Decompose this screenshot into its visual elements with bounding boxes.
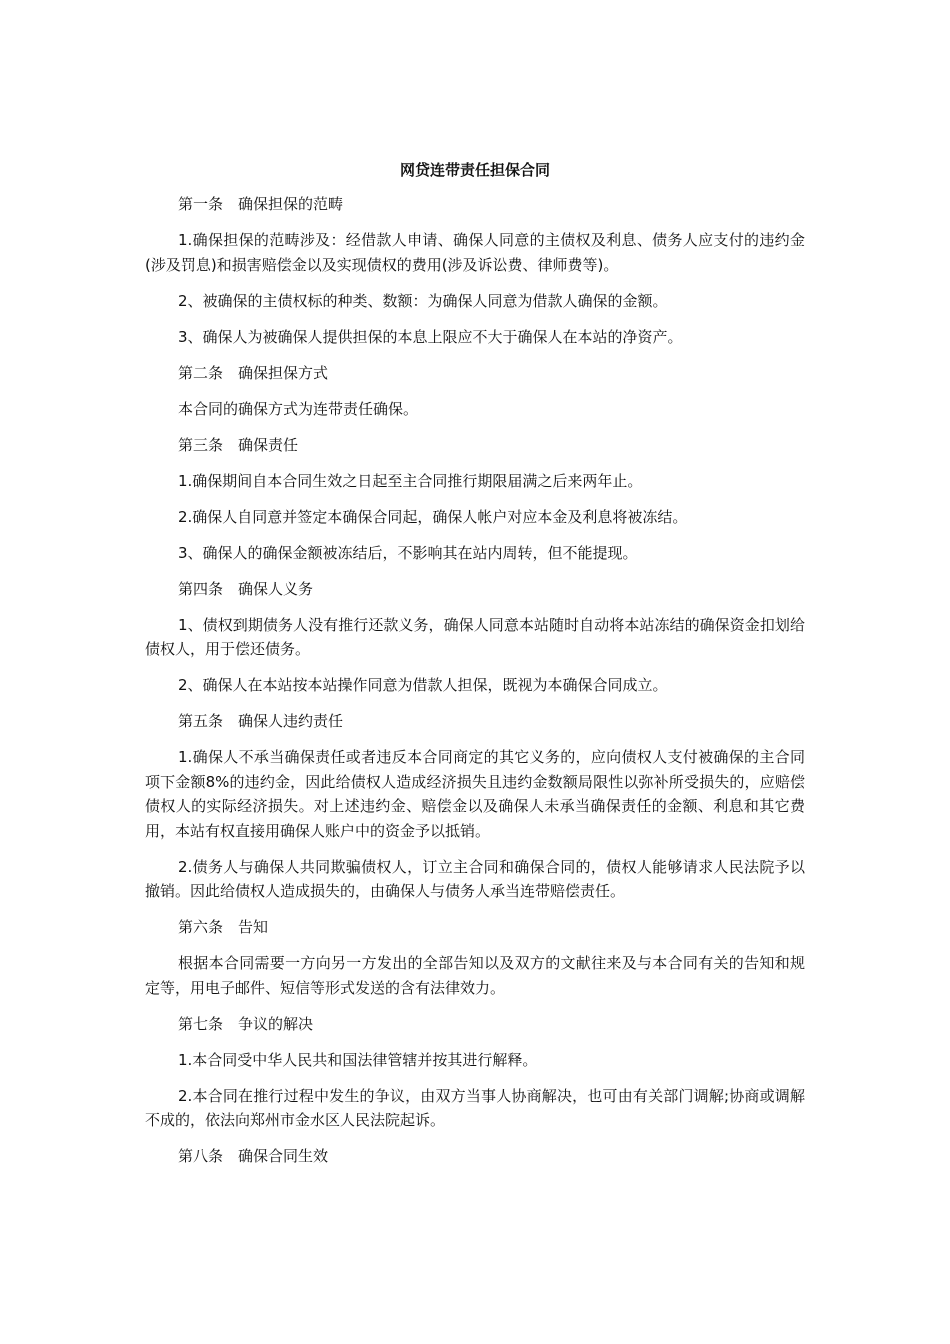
clause-paragraph: 2.确保人自同意并签定本确保合同起，确保人帐户对应本金及利息将被冻结。 <box>178 507 688 526</box>
article-heading: 第三条 确保责任 <box>178 435 299 454</box>
clause-paragraph: 根据本合同需要一方向另一方发出的全部告知以及双方的文献往来及与本合同有关的告知和规定等，用电子邮件、短信等形式发送的含有法律效力。 <box>145 954 805 997</box>
article-heading: 第六条 告知 <box>178 918 269 936</box>
clause-paragraph: 3、确保人的确保金额被冻结后，不影响其在站内周转，但不能提现。 <box>178 543 638 562</box>
clause-paragraph: 1.确保人不承当确保责任或者违反本合同商定的其它义务的，应向债权人支付被确保的主合同项下金额8%的违约金，因此给债权人造成经济损失且违约金数额局限性以弥补所受损失的，应赔偿债权人的实际经济损失。对上述违约金、赔偿金以及确保人未承当确保责任的金额、利息和其它费用，本站有权直接用确保人账户中的资金予以抵销。 <box>145 748 805 840</box>
clause-paragraph: 1.确保期间自本合同生效之日起至主合同推行期限届满之后来两年止。 <box>178 471 643 490</box>
clause-paragraph: 1.本合同受中华人民共和国法律管辖并按其进行解释。 <box>178 1050 538 1069</box>
article-heading: 第一条 确保担保的范畴 <box>178 195 344 213</box>
clause-paragraph: 2、确保人在本站按本站操作同意为借款人担保，既视为本确保合同成立。 <box>178 676 668 694</box>
article-heading: 第五条 确保人违约责任 <box>178 712 344 730</box>
contract-body <box>145 158 805 1180</box>
clause-paragraph: 3、确保人为被确保人提供担保的本息上限应不大于确保人在本站的净资产。 <box>178 327 683 346</box>
document-title: 网贷连带责任担保合同 <box>399 161 550 179</box>
clause-paragraph: 2.本合同在推行过程中发生的争议，由双方当事人协商解决，也可由有关部门调解;协商或调解不成的，依法向郑州市金水区人民法院起诉。 <box>145 1086 805 1129</box>
clause-paragraph: 1.确保担保的范畴涉及：经借款人申请、确保人同意的主债权及利息、债务人应支付的违约金(涉及罚息)和损害赔偿金以及实现债权的费用(涉及诉讼费、律师费等)。 <box>145 231 805 274</box>
clause-paragraph: 2.债务人与确保人共同欺骗债权人，订立主合同和确保合同的，债权人能够请求人民法院予以撤销。因此给债权人造成损失的，由确保人与债务人承当连带赔偿责任。 <box>145 857 805 900</box>
article-heading: 第八条 确保合同生效 <box>178 1147 329 1165</box>
clause-paragraph: 本合同的确保方式为连带责任确保。 <box>178 399 419 418</box>
article-heading: 第七条 争议的解决 <box>178 1014 314 1033</box>
article-heading: 第四条 确保人义务 <box>178 579 314 598</box>
article-heading: 第二条 确保担保方式 <box>178 363 329 382</box>
contract-clauses <box>145 192 805 1169</box>
clause-paragraph: 2、被确保的主债权标的种类、数额：为确保人同意为借款人确保的金额。 <box>178 291 668 310</box>
clause-paragraph: 1、债权到期债务人没有推行还款义务，确保人同意本站随时自动将本站冻结的确保资金扣划给债权人，用于偿还债务。 <box>145 615 805 658</box>
